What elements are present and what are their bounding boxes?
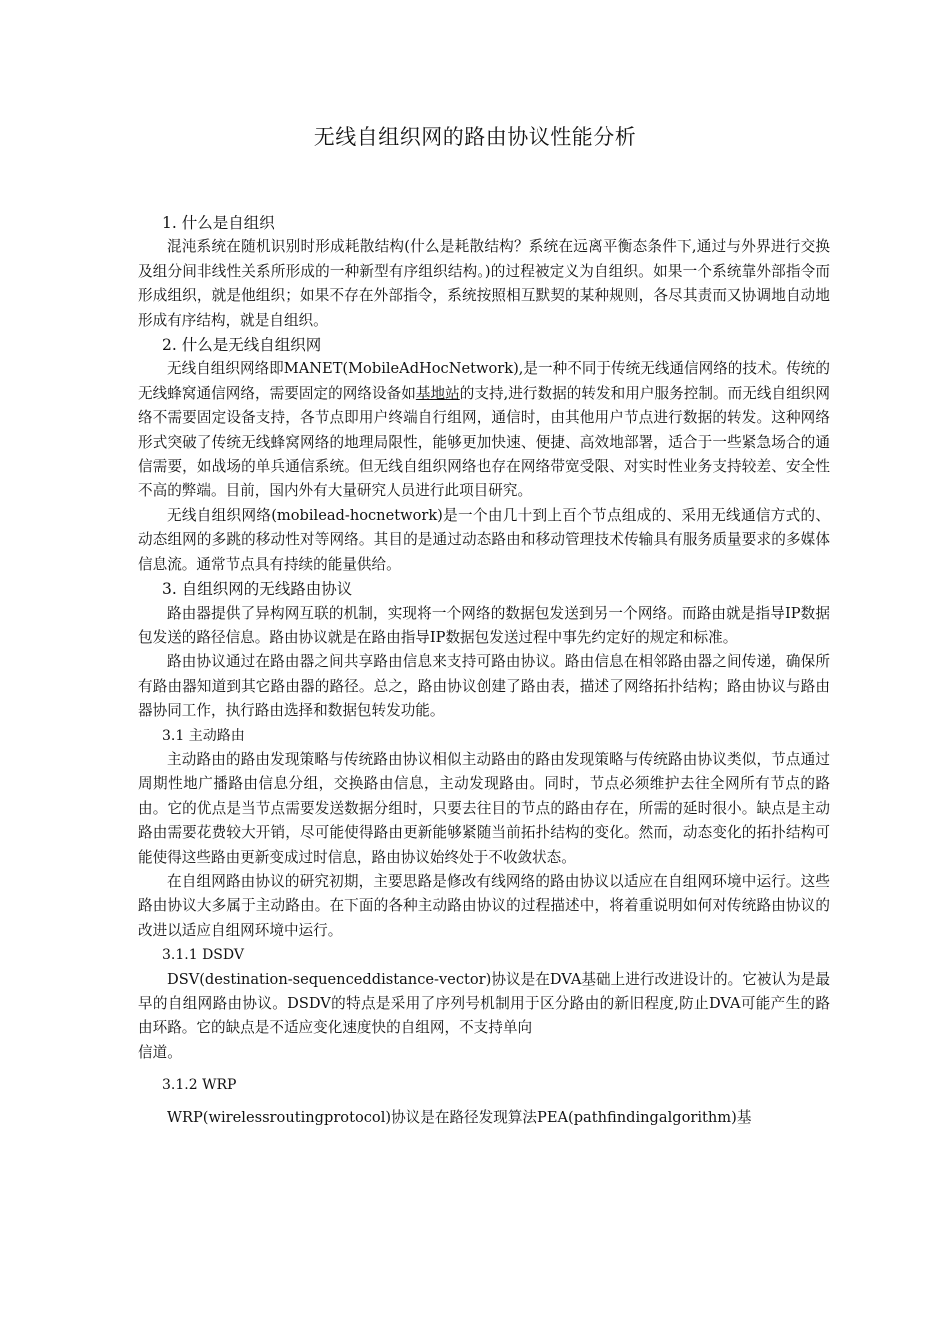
- paragraph-wrp: WRP(wirelessroutingprotocol)协议是在路径发现算法PEA(pathfindingalgorithm)基: [167, 1108, 752, 1126]
- paragraph-text: 的支持,进行数据的转发和用户服务控制。而无线自组织网络不需要固定设备支持，各节点即用户终端自行组网，通信时，由其他用户节点进行数据的转发。这种网络形式突破了传统无线蜂窝网络的地理局限性，能够更加快速、便捷、高效地部署，适合于一些紧急场合的通信需要，如战场的单兵通信系统。但无线自组织网络也存在网络带宽受限、对实时性业务支持较差、安全性不高的弊端。目前，国内外有大量研究人员进行此项目研究。: [138, 384, 830, 500]
- paragraph-router-mechanism: 路由器提供了异构网互联的机制，实现将一个网络的数据包发送到另一个网络。而路由就是指导IP数据包发送的路径信息。路由协议就是在路由指导IP数据包发送过程中事先约定好的规定和标准。: [138, 604, 830, 646]
- paragraph-manet-definition: 无线自组织网络(mobilead-hocnetwork)是一个由几十到上百个节点组成的、采用无线通信方式的、动态组网的多跳的移动性对等网络。其目的是通过动态路由和移动管理技术传输具有服务质量要求的多媒体信息流。通常节点具有持续的能量供给。: [138, 506, 830, 573]
- section-heading-3-1: 3.1 主动路由: [162, 727, 245, 744]
- section-heading-3-1-1: 3.1.1 DSDV: [162, 947, 244, 964]
- section-heading-3-1-2: 3.1.2 WRP: [162, 1077, 237, 1094]
- paragraph-routing-protocol: 路由协议通过在路由器之间共享路由信息来支持可路由协议。路由信息在相邻路由器之间传递，确保所有路由器知道到其它路由器的路径。总之，路由协议创建了路由表，描述了网络拓扑结构；路由协议与路由器协同工作，执行路由选择和数据包转发功能。: [138, 653, 830, 720]
- paragraph-dsdv: DSV(destination-sequenceddistance-vector)协议是在DVA基础上进行改进设计的。它被认为是最早的自组网路由协议。DSDV的特点是采用了序列号机制用于区分路由的新旧程度,防止DVA可能产生的路由环路。它的缺点是不适应变化速度快的自组网，不支持单向: [138, 970, 830, 1037]
- section-heading-1: 1. 什么是自组织: [162, 214, 275, 232]
- section-heading-2: 2. 什么是无线自组织网: [162, 336, 322, 355]
- document-body: [138, 211, 830, 1130]
- paragraph-dsdv-tail: 信道。: [138, 1043, 182, 1061]
- paragraph-proactive-routing: 主动路由的路由发现策略与传统路由协议相似主动路由的路由发现策略与传统路由协议类似，节点通过周期性地广播路由信息分组，交换路由信息，主动发现路由。同时，节点必须维护去往全网所有节点的路由。它的优点是当节点需要发送数据分组时，只要去往目的节点的路由存在，所需的延时很小。缺点是主动路由需要花费较大开销，尽可能使得路由更新能够紧随当前拓扑结构的变化。然而，动态变化的拓扑结构可能使得这些路由更新变成过时信息，路由协议始终处于不收敛状态。: [138, 750, 830, 866]
- paragraph-manet-intro: [138, 357, 830, 503]
- document-title: 无线自组织网的路由协议性能分析: [313, 125, 637, 149]
- paragraph-early-research: 在自组网路由协议的研究初期，主要思路是修改有线网络的路由协议以适应在自组网环境中运行。这些路由协议大多属于主动路由。在下面的各种主动路由协议的过程描述中，将着重说明如何对传统路由协议的改进以适应自组网环境中运行。: [138, 872, 830, 939]
- paragraph-self-organization: 混沌系统在随机识别时形成耗散结构(什么是耗散结构？系统在远离平衡态条件下,通过与外界进行交换及组分间非线性关系所形成的一种新型有序组织结构。)的过程被定义为自组织。如果一个系统靠外部指令而形成组织，就是他组织；如果不存在外部指令，系统按照相互默契的某种规则，各尽其责而又协调地自动地形成有序结构，就是自组织。: [138, 238, 830, 329]
- paragraph-text: 无线自组织网络即MANET(MobileAdHocNetwork),是一种不同于传统无线通信网络的技术。传统的无线蜂窝通信网络，需要固定的网络设备如: [138, 360, 830, 402]
- base-station-link[interactable]: 基地站: [415, 384, 460, 402]
- section-heading-3: 3. 自组织网的无线路由协议: [162, 580, 353, 599]
